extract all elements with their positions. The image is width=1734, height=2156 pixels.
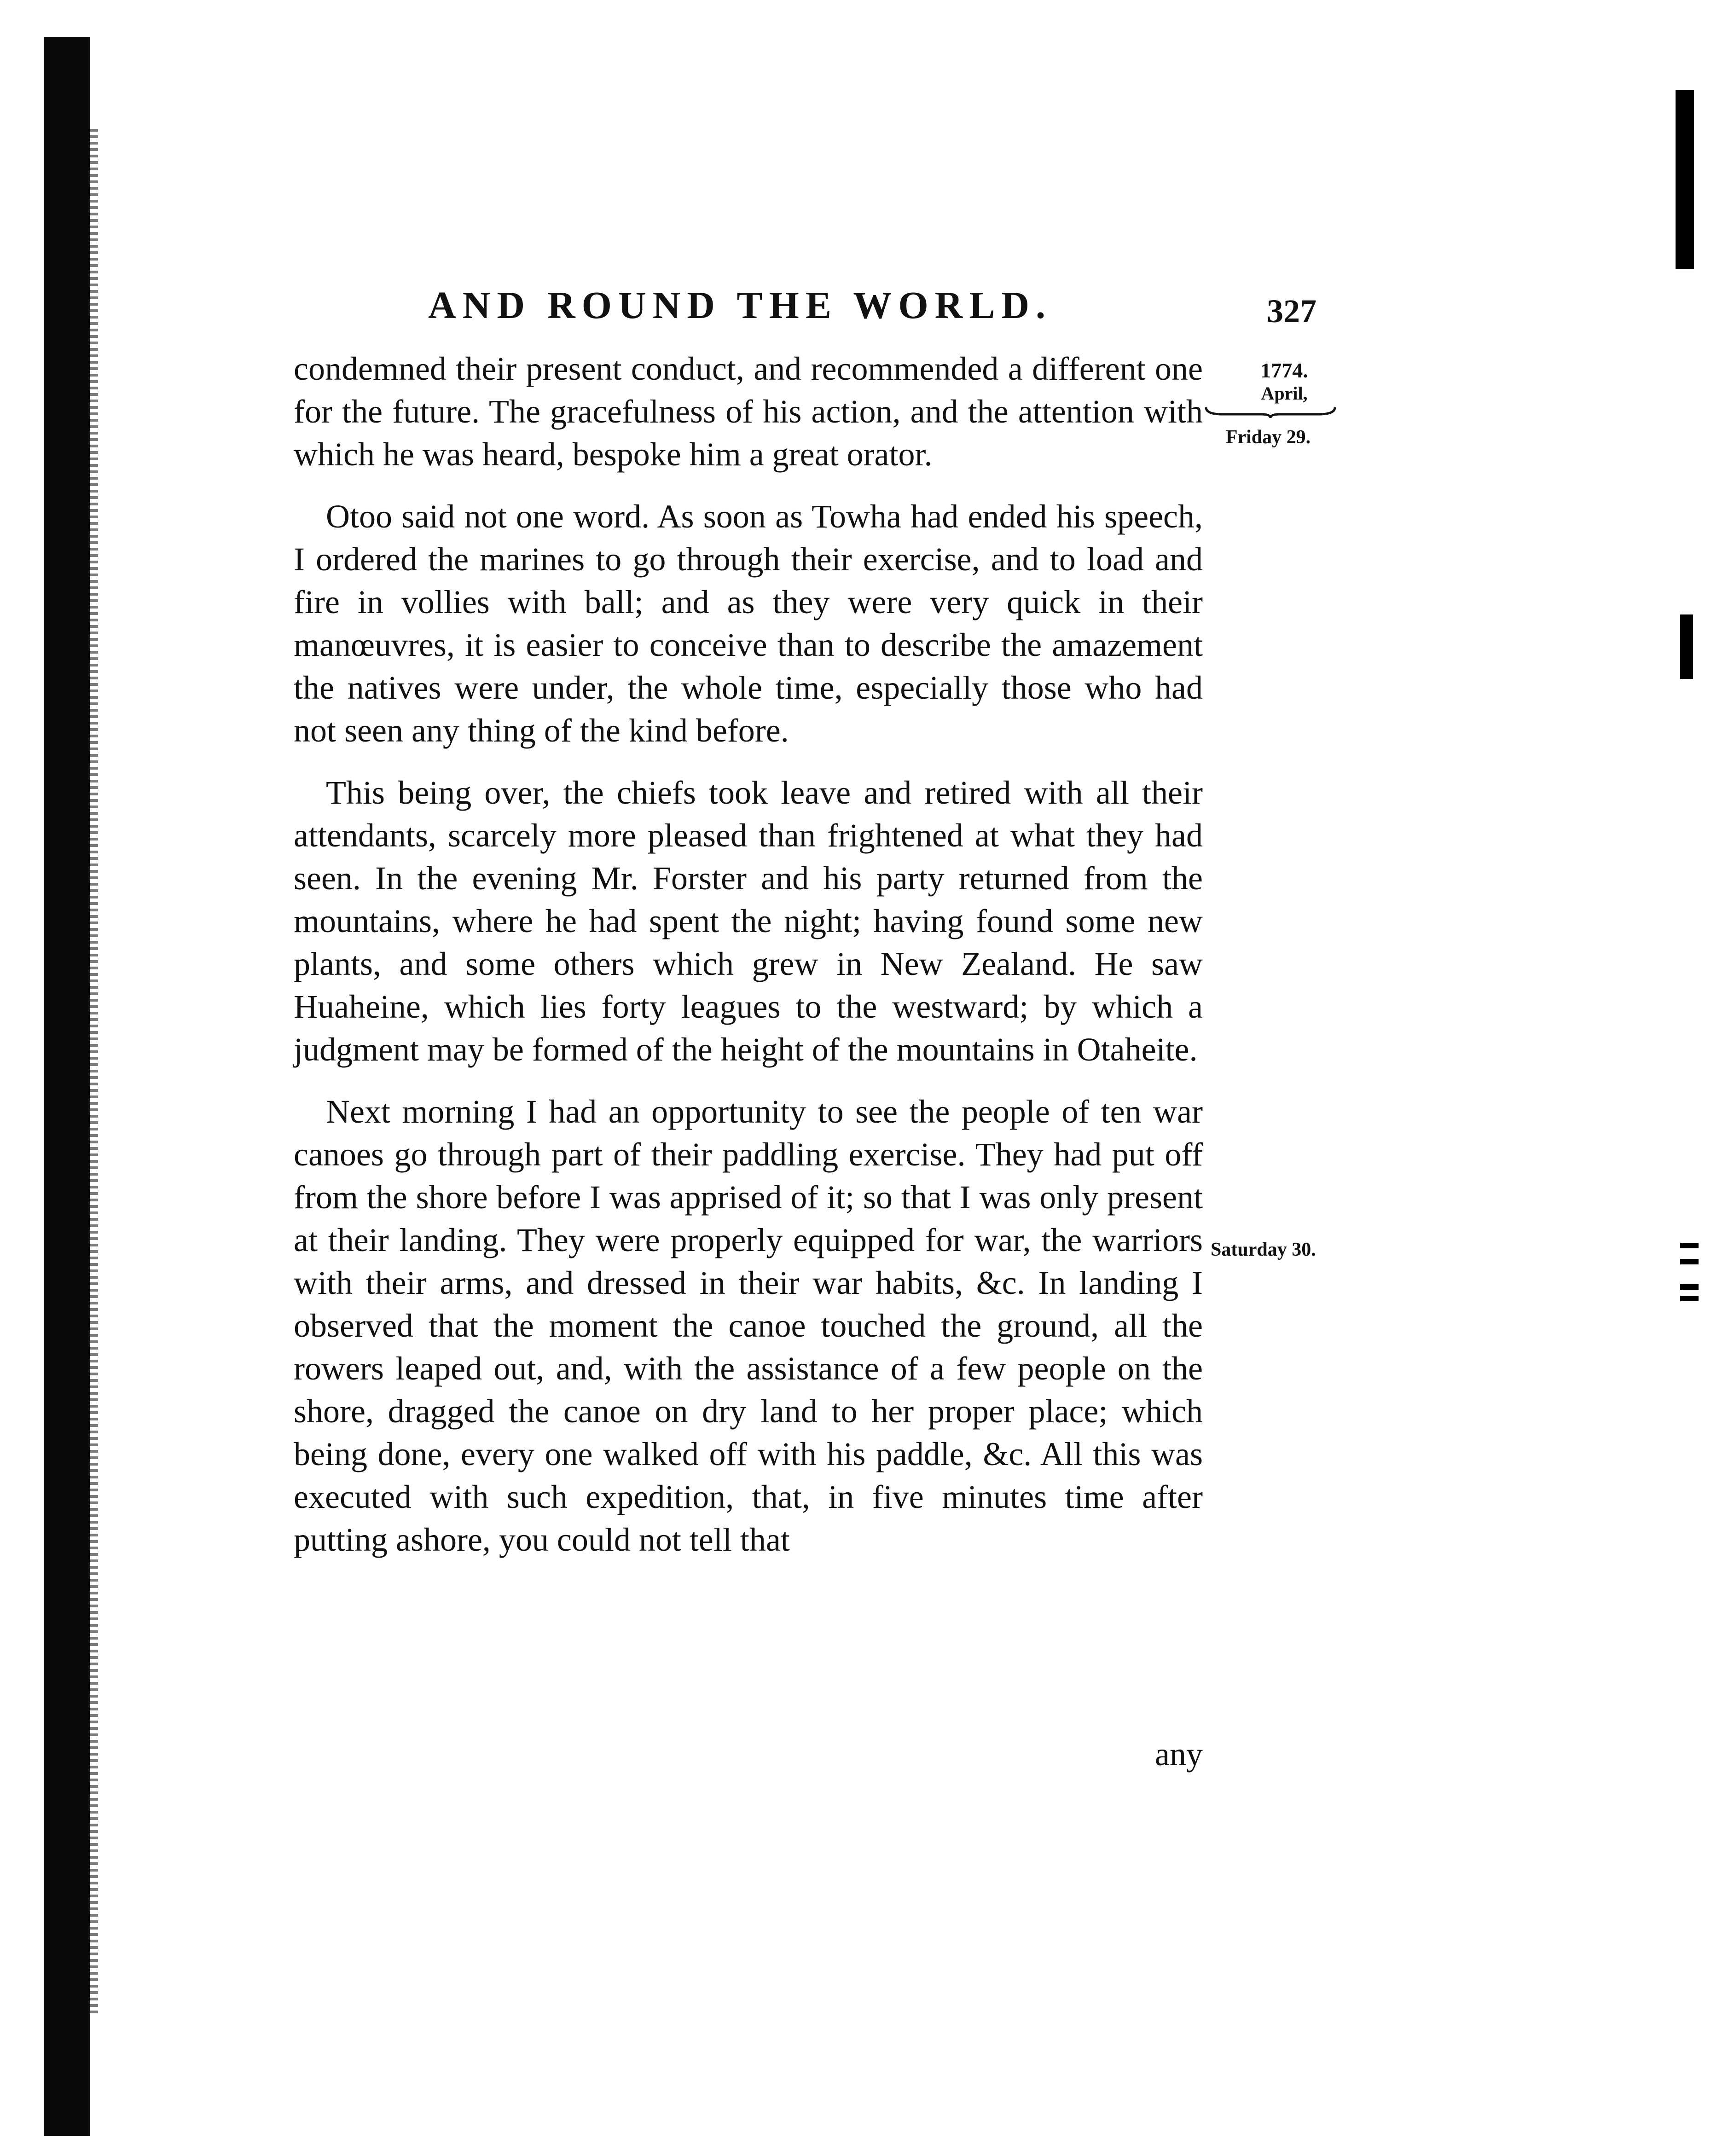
running-head: AND ROUND THE WORLD. xyxy=(428,284,1052,327)
margin-note-friday: Friday 29. xyxy=(1225,427,1311,448)
body-text xyxy=(294,348,1203,1581)
binding-shadow xyxy=(44,37,90,2136)
registration-mark xyxy=(1680,1243,1699,1248)
catchword: any xyxy=(1155,1736,1203,1773)
registration-mark xyxy=(1680,1284,1699,1290)
registration-mark xyxy=(1680,1259,1699,1264)
margin-brace xyxy=(1204,405,1337,419)
margin-note-month: April, xyxy=(1261,383,1308,404)
paragraph: Next morning I had an opportunity to see the people of ten war canoes go through part of their paddling exercise. They had put off from the shore before I was apprised of it; so that I was only present at their landing. They were properly equipped for war, the warriors with their arms, and dressed in their war habits, &c. In landing I observed that the moment the canoe touched the ground, all the rowers leaped out, and, with the assistance of a few people on the shore, dragged the canoe on dry land to her proper place; which being done, every one walked off with his paddle, &c. All this was executed with such expedition, that, in five minutes time after putting ashore, you could not tell that xyxy=(294,1093,1203,1558)
registration-mark xyxy=(1680,614,1693,679)
paragraph: Otoo said not one word. As soon as Towha had ended his speech, I ordered the marines to go through their exercise, and to load and fire in vollies with ball; and as they were very quick in their manœuvres, it is easier to conceive than to describe the amazement the natives were under, the whole time, especially those who had not seen any thing of the kind before. xyxy=(294,498,1203,749)
paragraph: condemned their present conduct, and recommended a different one for the future. The gracefulness of his action, and the attention with which he was heard, bespoke him a great orator. xyxy=(294,350,1203,473)
page-header xyxy=(414,283,1316,334)
registration-mark xyxy=(1680,1296,1699,1301)
page-number: 327 xyxy=(1267,293,1316,330)
margin-note-saturday: Saturday 30. xyxy=(1211,1239,1316,1260)
registration-mark xyxy=(1676,90,1694,269)
margin-note-year: 1774. xyxy=(1260,359,1308,382)
paragraph: This being over, the chiefs took leave and retired with all their attendants, scarcely more pleased than frightened at what they had seen. In the evening Mr. Forster and his party returned from the mountains, where he had spent the night; having found some new plants, and some others which grew in New Zealand. He saw Huaheine, which lies forty leagues to the westward; by which a judgment may be formed of the height of the mountains in Otaheite. xyxy=(294,774,1203,1068)
